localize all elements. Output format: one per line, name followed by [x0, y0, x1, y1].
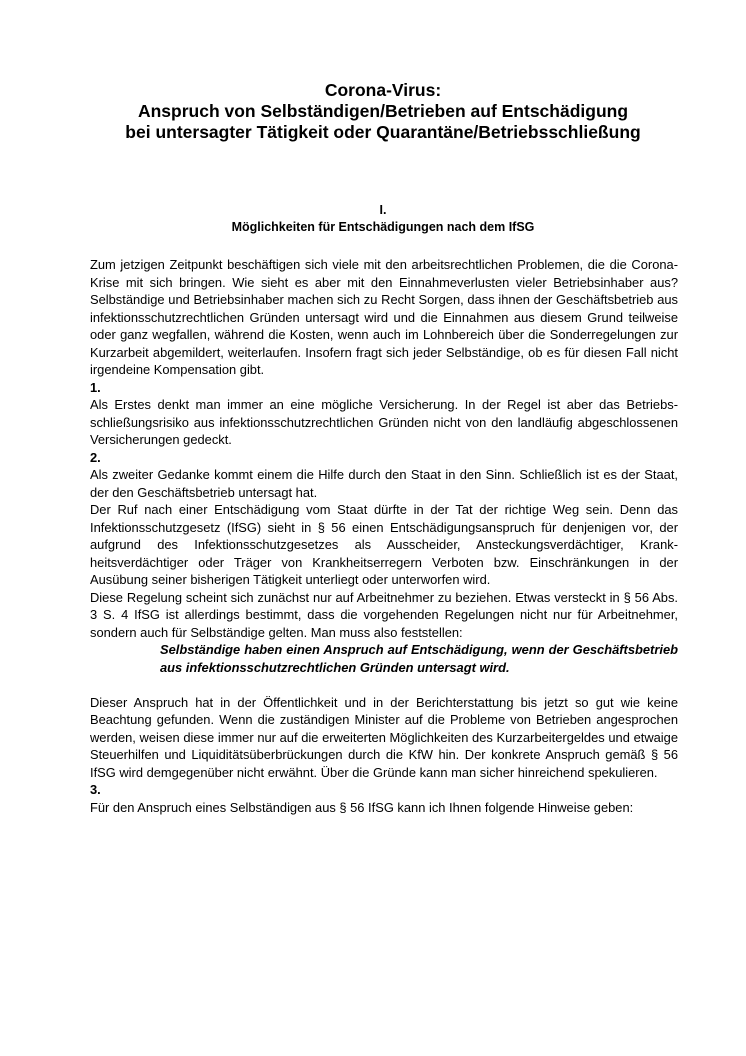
paragraph-1: Als Erstes denkt man immer an eine mögliche Versicherung. In der Regel ist aber das Betriebsschließungsrisiko aus infektionsschutzrechtlichen Gründen nicht von den landläufig abgeschlossenen Versicherungen gedeckt.	[90, 397, 678, 447]
paragraph-3: Für den Anspruch eines Selbständigen aus § 56 IfSG kann ich Ihnen folgende Hinweise geben:	[90, 799, 634, 815]
paragraph-2b: Der Ruf nach einer Entschädigung vom Staat dürfte in der Tat der richtige Weg sein. Denn das Infektionsschutzgesetz (IfSG) sieht in § 56 einen Entschädigungsanspruch für denjenigen vor, der aufgrund des Infektionsschutzgesetzes als Ausscheider, Ansteckungsverdächtiger, Krankheitsverdächtiger oder Träger von Krankheitserregern Verboten bzw. Einschränkungen in der Ausübung seiner bisherigen Tätigkeit unterliegt oder unterworfen wird.	[90, 502, 678, 587]
emphasis-statement: Selbständige haben einen Anspruch auf Entschädigung, wenn der Geschäftsbetrieb aus infektionsschutzrechtlichen Gründen untersagt wird.	[160, 642, 678, 675]
item-number-2: 2.	[90, 449, 101, 465]
document-title	[90, 80, 676, 143]
paragraph-intro: Zum jetzigen Zeitpunkt beschäftigen sich viele mit den arbeitsrechtlichen Problemen, die die Corona-Krise mit sich bringen. Wie sieht es aber mit den Einnahmeverlusten vieler Betriebsinhaber aus? Selbständige und Betriebsinhaber machen sich zu Recht Sorgen, dass ihnen der Geschäftsbetrieb aus infektionsschutzrechtlichen Gründen untersagt wird und die Einnahmen aus diesem Grund teilweise oder ganz wegfallen, während die Kosten, wenn auch im Lohnbereich über die Sonderregelungen zur Kurzarbeit abgemildert, weiterlaufen. Insofern fragt sich jeder Selbständige, ob es für diesen Fall nicht irgendeine Kompensation gibt.	[90, 257, 678, 377]
section-heading	[90, 202, 676, 236]
item-number-3: 3.	[90, 782, 101, 797]
paragraph-2d: Dieser Anspruch hat in der Öffentlichkeit und in der Berichterstattung bis jetzt so gut wie keine Beachtung gefunden. Wenn die zuständigen Minister auf die Probleme von Betrieben angesprochen werden, weisen diese immer nur auf die erweiterten Möglichkeiten des Kurzarbeitergeldes und etwaige Steuerhilfen und Liquiditätsüberbrückungen durch die KfW hin. Der konkrete Anspruch gemäß § 56 IfSG wird demgegenüber nicht erwähnt. Über die Gründe kann man sicher hinreichend spekulieren.	[90, 694, 678, 780]
paragraph-2c: Diese Regelung scheint sich zunächst nur auf Arbeitnehmer zu beziehen. Etwas versteckt in § 56 Abs. 3 S. 4 IfSG ist allerdings bestimmt, dass die vorgehenden Regelungen nicht nur für Arbeitnehmer, sondern auch für Selbständige gelten. Man muss also feststellen:	[90, 589, 678, 640]
title-line-2: Anspruch von Selbständigen/Betrieben auf Entschädigung	[137, 101, 629, 121]
section-number: I.	[379, 203, 387, 217]
paragraph-2: Als zweiter Gedanke kommt einem die Hilfe durch den Staat in den Sinn. Schließlich ist es der Staat, der den Geschäftsbetrieb untersagt hat.	[90, 467, 678, 500]
section-title: Möglichkeiten für Entschädigungen nach dem IfSG	[231, 220, 535, 234]
body-text	[90, 256, 678, 816]
title-line-1: Corona-Virus:	[324, 80, 442, 100]
title-line-3: bei untersagter Tätigkeit oder Quarantäne/Betriebsschließung	[125, 122, 641, 142]
item-number-1: 1.	[90, 379, 101, 395]
